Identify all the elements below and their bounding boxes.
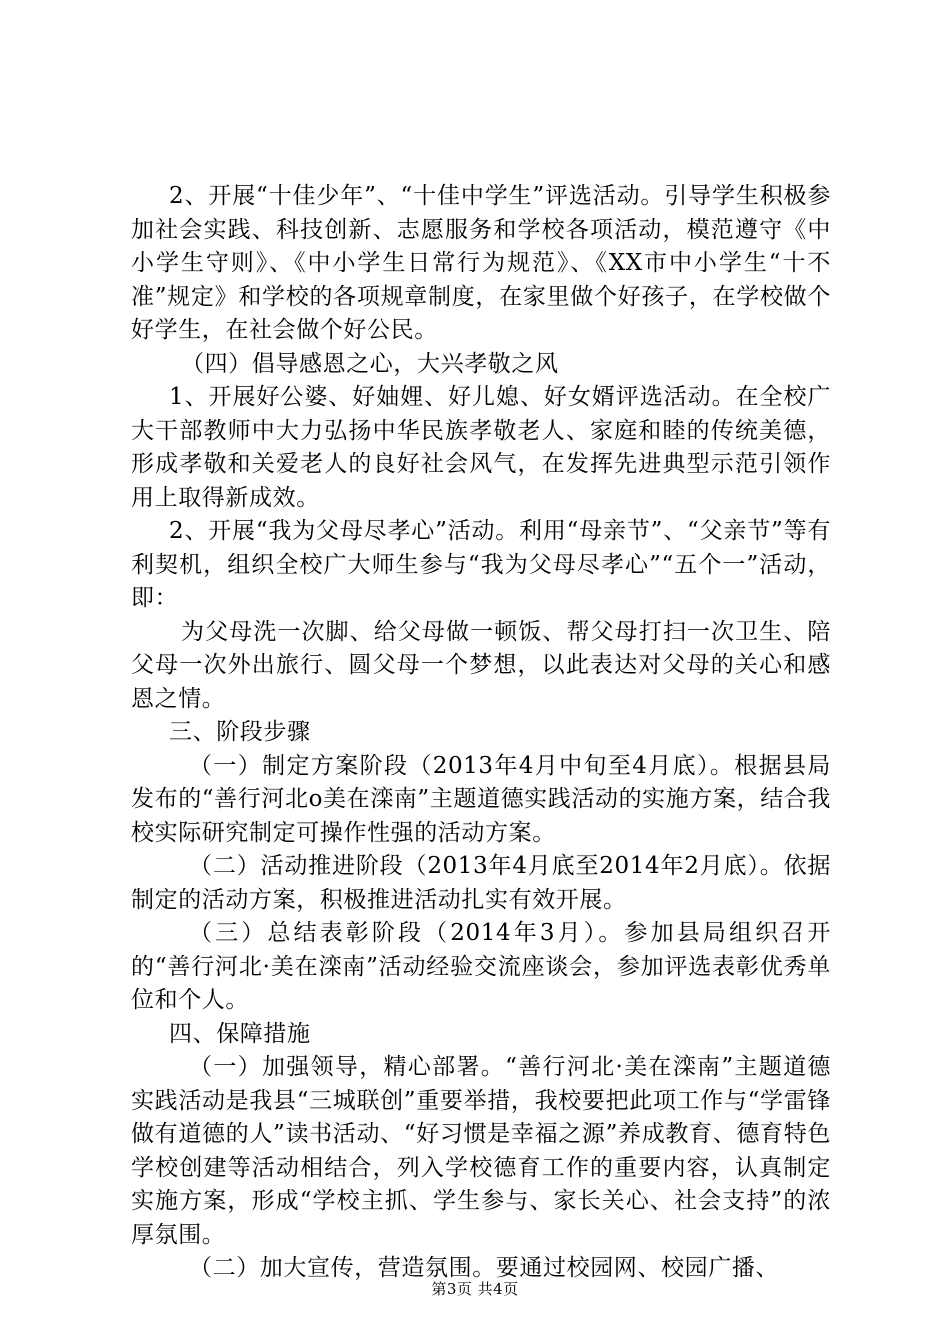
section-heading-safeguards: 四、保障措施 xyxy=(169,1020,311,1047)
paragraph-ten-best-students: 2、开展“十佳少年”、“十佳中学生”评选活动。引导学生积极参加社会实践、科技创新、志愿服务和学校各项活动，模范遵守《中小学生守则》、《中小学生日常行为规范》、《XX市中小学生“十不准”规定》和学校的各项规章制度，在家里做个好孩子，在学校做个好学生，在社会做个好公民。 xyxy=(131,183,831,343)
paragraph-filial-piety-activity: 2、开展“我为父母尽孝心”活动。利用“母亲节”、“父亲节”等有利契机，组织全校广大师生参与“我为父母尽孝心”“五个一”活动，即： xyxy=(131,518,831,611)
section-heading-gratitude: （四）倡导感恩之心，大兴孝敬之风 xyxy=(181,350,559,377)
paragraph-publicity: （二）加大宣传，营造氛围。要通过校园网、校园广播、 xyxy=(189,1255,779,1281)
paragraph-family-virtue-selection: 1、开展好公婆、好妯娌、好儿媳、好女婿评选活动。在全校广大干部教师中大力弘扬中华民族孝敬老人、家庭和睦的传统美德，形成孝敬和关爱老人的良好社会风气，在发挥先进典型示范引领作用上取得新成效。 xyxy=(131,384,831,511)
paragraph-stage-planning: （一）制定方案阶段（2013年4月中旬至4月底）。根据县局发布的“善行河北o美在滦南”主题道德实践活动的实施方案，结合我校实际研究制定可操作性强的活动方案。 xyxy=(131,752,831,846)
document-body xyxy=(131,180,831,1286)
paragraph-stage-promotion: （二）活动推进阶段（2013年4月底至2014年2月底）。依据制定的活动方案，积极推进活动扎实有效开展。 xyxy=(131,853,831,913)
paragraph-five-ones: 为父母洗一次脚、给父母做一顿饭、帮父母打扫一次卫生、陪父母一次外出旅行、圆父母一个梦想，以此表达对父母的关心和感恩之情。 xyxy=(131,618,831,712)
paragraph-leadership: （一）加强领导，精心部署。“善行河北·美在滦南”主题道德实践活动是我县“三城联创”重要举措，我校要把此项工作与“学雷锋做有道德的人”读书活动、“好习惯是幸福之源”养成教育、德育特色学校创建等活动相结合，列入学校德育工作的重要内容，认真制定实施方案，形成“学校主抓、学生参与、家长关心、社会支持”的浓厚氛围。 xyxy=(131,1054,831,1248)
section-heading-stages: 三、阶段步骤 xyxy=(169,719,311,745)
paragraph-stage-summary: （三）总结表彰阶段（2014年3月）。参加县局组织召开的“善行河北·美在滦南”活动经验交流座谈会，参加评选表彰优秀单位和个人。 xyxy=(131,920,831,1013)
page-number-footer: 第3页 共4页 xyxy=(431,1280,519,1298)
